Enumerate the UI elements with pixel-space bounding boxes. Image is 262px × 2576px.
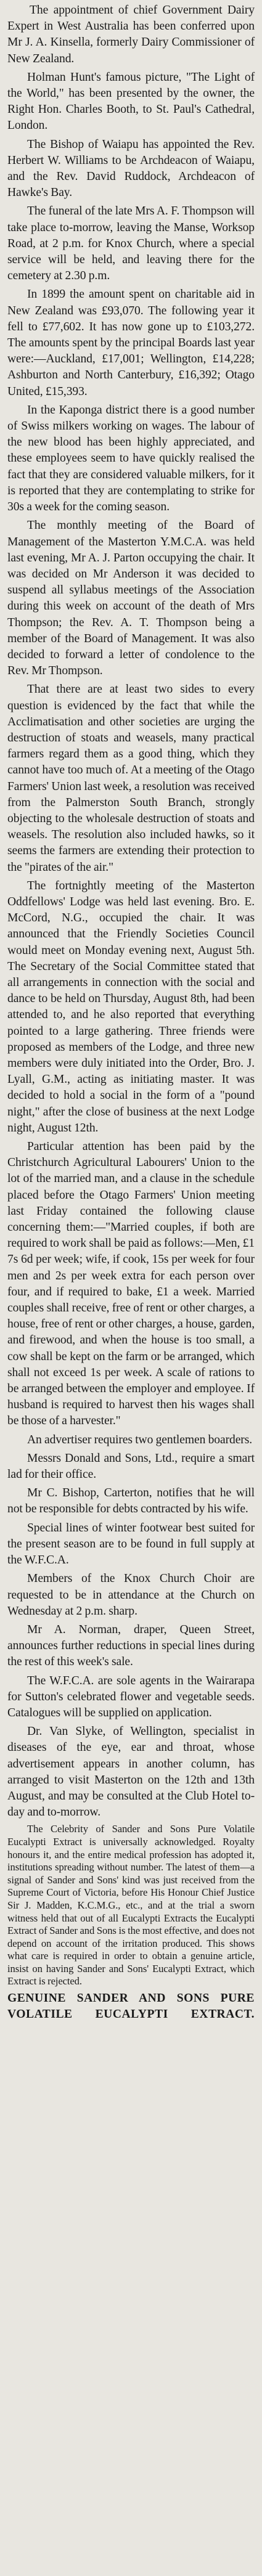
news-paragraph-van-slyke: Dr. Van Slyke, of Wellington, specialist in diseases of the eye, ear and throat, whose advertisement appears in another column, has arranged to visit Masterton on the 12th and 13th August, and may be consulted at the Club Hotel to-day and to-morrow.	[7, 1725, 255, 1819]
news-paragraph-stoats: That there are at least two sides to every question is evidenced by the fact that while the Acclimatisation and other societies are urging the destruction of stoats and weasels, many practical farmers regard them as a good thing, which they cannot have too much of. At a meeting of the Otago Farmers' Union last week, a resolution was received from the Palmerston South Branch, strongly objecting to the wholesale destruction of stoats and weasels. The resolution also included hawks, so it seems the farmers are extending their protection to the "pirates of the air."	[7, 683, 255, 874]
news-paragraph-bishop-carterton: Mr C. Bishop, Carterton, notifies that he will not be responsible for debts contracted by his wife.	[7, 1486, 255, 1516]
news-paragraph-bishop-waiapu: The Bishop of Waiapu has appointed the Rev. Herbert W. Williams to be Archdeacon of Waiapu, and the Rev. David Ruddock, Archdeacon of Hawke's Bay.	[7, 137, 255, 200]
news-paragraph-knox-choir: Members of the Knox Church Choir are requested to be in attendance at the Church on Wednesday at 2 p.m. sharp.	[7, 1572, 255, 1618]
news-paragraph-funeral: The funeral of the late Mrs A. F. Thompson will take place to-morrow, leaving the Manse, Worksop Road, at 2 p.m. for Knox Church, where a special service will be held, and leaving there for the cemetery at 2.30 p.m.	[7, 205, 255, 283]
advertisement-eucalypti: The Celebrity of Sander and Sons Pure Volatile Eucalypti Extract is universally acknowledged. Royalty honours it, and the entire medical profession has adopted it, institutions spreading without number. The latest of them—a signal of Sander and Sons' kind was just received from the Supreme Court of Victoria, before His Honour Chief Justice Sir J. Madden, K.C.M.G., etc., and at the trial a sworn witness held that out of all Eucalypti Extracts the Eucalypti Extract of Sander and Sons is the most effective, and does not depend on account of the irritation produced. This shows what care is required in order to obtain a genuine article, insist on having Sander and Sons' Eucalypti Extract, which Extract is rejected.	[7, 1823, 255, 1987]
news-paragraph-dairy-expert: The appointment of chief Government Dairy Expert in West Australia has been conferred upon Mr J. A. Kinsella, formerly Dairy Commissioner of New Zealand.	[7, 4, 255, 65]
news-paragraph-wfca-seeds: The W.F.C.A. are sole agents in the Wairarapa for Sutton's celebrated flower and vegetable seeds. Catalogues will be supplied on application.	[7, 1674, 255, 1719]
news-paragraph-boarders: An advertiser requires two gentlemen boarders.	[27, 1433, 253, 1446]
news-paragraph-footwear: Special lines of winter footwear best suited for the present season are to be found in full supply at the W.F.C.A.	[7, 1521, 255, 1567]
news-paragraph-donald-sons: Messrs Donald and Sons, Ltd., require a smart lad for their office.	[7, 1451, 255, 1482]
news-paragraph-charitable-aid: In 1899 the amount spent on charitable aid in New Zealand was £93,070. The following year it fell to £77,602. It has now gone up to £103,272. The amounts spent by the principal Boards last year were:—Auckland, £17,001; Wellington, £14,228; Ashburton and North Canterbury, £16,392; Otago United, £15,393.	[7, 288, 255, 398]
news-paragraph-swiss-milkers: In the Kaponga district there is a good number of Swiss milkers working on wages. The labour of the new blood has been highly appreciated, and these employees seem to have quickly realised the fact that they are considered valuable milkers, for it is reported that they are contemplating to strike for 30s a week for the coming season.	[7, 403, 255, 514]
news-paragraph-ymca: The monthly meeting of the Board of Management of the Masterton Y.M.C.A. was held last evening, Mr A. J. Parton occupying the chair. It was decided on Mr Anderson it was decided to suspend all syllabus meetings of the Association during this week on account of the death of Mrs Thompson; the Rev. A. T. Thompson being a member of the Board of Management. It was also decided to forward a letter of condolence to the Rev. Mr Thompson.	[7, 519, 255, 678]
news-paragraph-norman-draper: Mr A. Norman, draper, Queen Street, announces further reductions in special lines during the rest of this week's sale.	[7, 1623, 255, 1669]
news-paragraph-holman-hunt: Holman Hunt's famous picture, "The Light of the World," has been presented by the owner, the Right Hon. Charles Booth, to St. Paul's Cathedral, London.	[7, 70, 255, 132]
advertisement-closing-line: GENUINE SANDER AND SONS PURE VOLATILE EUCALYPTI EXTRACT.	[7, 1992, 255, 2021]
news-paragraph-labourers-union: Particular attention has been paid by the Christchurch Agricultural Labourers' Union to the lot of the married man, and a clause in the schedule placed before the Otago Farmers' Union meeting last Friday contained the following clause concerning them:—"Married couples, if both are required to work shall be paid as follows:—Men, £1 7s 6d per week; wife, if cook, 15s per week for four men and 2s per week extra for each person over four, and if required to bake, £1 a week. Married couples shall receive, free of rent or other charges, a house, free of rent or other charges, a house, garden, and firewood, and when the house is too small, a cow shall be kept on the farm or be arranged, which shall not exceed 1s per week. A scale of rations to be arranged between the employer and employee. If husband is required to harvest then his wages shall be those of a harvester."	[7, 1140, 255, 1428]
news-paragraph-oddfellows: The fortnightly meeting of the Masterton Oddfellows' Lodge was held last evening. Bro. E. McCord, N.G., occupied the chair. It was announced that the Friendly Societies Council would meet on Monday evening next, August 5th. The Secretary of the Social Committee stated that all arrangements in connection with the social and dance to be held on Thursday, August 8th, had been attended to, and he also reported that everything pointed to a large gathering. Three friends were proposed as members of the Lodge, and three new members were duly initiated into the Order, Bro. J. Lyall, G.M., acting as initiating master. It was decided to hold a social in the form of a "pound night," after the close of business at the next Lodge night, August 12th.	[7, 879, 255, 1135]
